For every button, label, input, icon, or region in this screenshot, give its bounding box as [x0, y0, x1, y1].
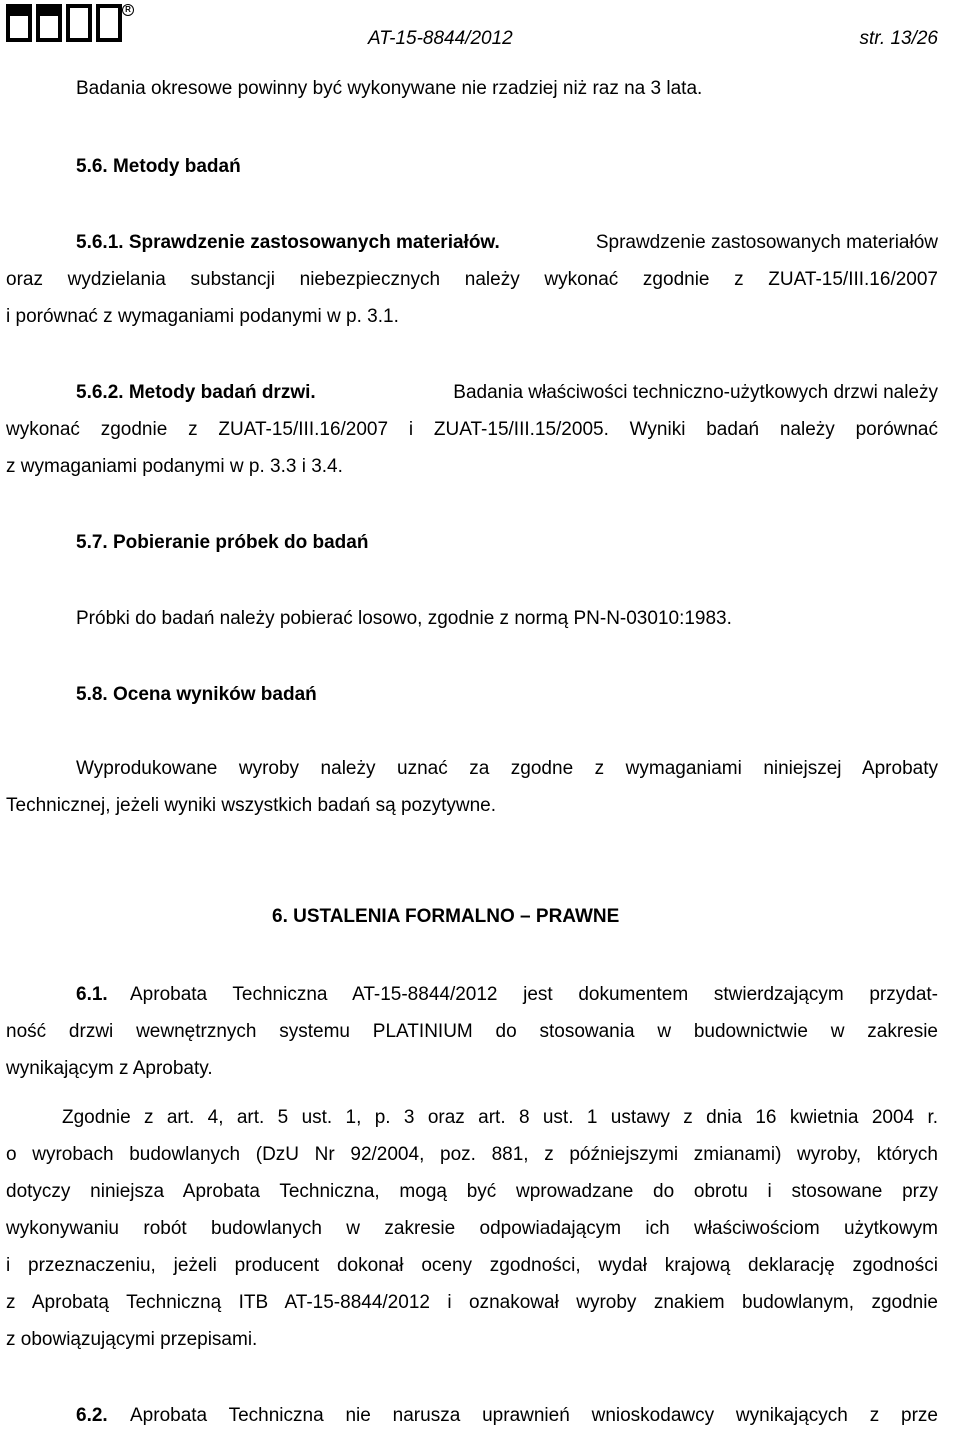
para-5-6-2-line-1: [76, 382, 938, 404]
para-law-line-7: z obowiązującymi przepisami.: [6, 1329, 258, 1350]
logo-letter-b: [66, 4, 92, 42]
para-6-2-number: 6.2.: [76, 1405, 108, 1426]
para-6-1-line-1: [76, 984, 938, 1006]
para-law-line-5: i przeznaczeniu, jeżeli producent dokonał oceny zgodności, wydał krajową deklarację zgodności: [6, 1255, 938, 1276]
section-5-6-heading: [76, 156, 938, 178]
para-law-line-2: o wyrobach budowlanych (DzU Nr 92/2004, poz. 881, z późniejszymi zmianami) wyroby, których: [6, 1144, 938, 1165]
para-law-line-4: wykonywaniu robót budowlanych w zakresie odpowiadającym ich właściwościom użytkowym: [6, 1218, 938, 1239]
para-law-line-6: z Aprobatą Techniczną ITB AT-15-8844/2012 i oznakował wyroby znakiem budowlanym, zgodnie: [6, 1292, 938, 1313]
para-5-6-2-text-1: Badania właściwości techniczno-użytkowych drzwi należy: [453, 382, 938, 403]
section-5-7-heading: 5.7. Pobieranie próbek do badań: [76, 532, 369, 553]
para-5-6-1-line-1: [76, 232, 938, 254]
section-5-8-heading: 5.8. Ocena wyników badań: [76, 684, 317, 705]
para-5-6-1-text-1: Sprawdzenie zastosowanych materiałów: [595, 232, 938, 253]
section-6-heading: 6. USTALENIA FORMALNO – PRAWNE: [272, 906, 620, 927]
header-doc-id: AT-15-8844/2012: [368, 28, 513, 49]
para-6-1-text-1: Aprobata Techniczna AT-15-8844/2012 jest dokumentem stwierdzającym przydat-: [130, 984, 938, 1005]
itb-logo: [6, 4, 131, 44]
para-5-8-line-1: Wyprodukowane wyroby należy uznać za zgodne z wymaganiami niniejszej Aprobaty: [76, 758, 938, 779]
logo-letter-i: [6, 4, 32, 42]
para-6-1-line-3: wynikającym z Aprobaty.: [6, 1058, 213, 1079]
para-6-1-line-2: ność drzwi wewnętrznych systemu PLATINIUM do stosowania w budownictwie w zakresie: [6, 1021, 938, 1042]
para-5-6-2-line-2: wykonać zgodnie z ZUAT-15/III.16/2007 i ZUAT-15/III.15/2005. Wyniki badań należy porównać: [6, 419, 938, 440]
para-law-line-1: Zgodnie z art. 4, art. 5 ust. 1, p. 3 oraz art. 8 ust. 1 ustawy z dnia 16 kwietnia 2004 r.: [62, 1107, 938, 1128]
section-5-6-title: 5.6. Metody badań: [76, 156, 241, 177]
para-5-7: Próbki do badań należy pobierać losowo, zgodnie z normą PN-N-03010:1983.: [76, 608, 732, 629]
para-5-8-line-2: Technicznej, jeżeli wyniki wszystkich badań są pozytywne.: [6, 795, 496, 816]
logo-letter-t: [36, 4, 62, 42]
para-law-line-3: dotyczy niniejsza Aprobata Techniczna, mogą być wprowadzane do obrotu i stosowane przy: [6, 1181, 938, 1202]
para-5-6-1-line-3: i porównać z wymaganiami podanymi w p. 3.1.: [6, 306, 399, 327]
para-5-6-1-line-2: oraz wydzielania substancji niebezpiecznych należy wykonać zgodnie z ZUAT-15/III.16/2007: [6, 269, 938, 290]
para-6-2-text-1: Aprobata Techniczna nie narusza uprawnień wnioskodawcy wynikających z prze: [130, 1405, 938, 1426]
para-5-6-2-lead: 5.6.2. Metody badań drzwi.: [76, 382, 316, 403]
para-6-2-line-1: [76, 1405, 938, 1427]
header-page-number: str. 13/26: [859, 28, 938, 49]
logo-letter-b2: [96, 4, 122, 42]
para-6-1-number: 6.1.: [76, 984, 108, 1005]
para-5-6-1-lead: 5.6.1. Sprawdzenie zastosowanych materiałów.: [76, 232, 500, 253]
registered-icon: R: [122, 4, 134, 16]
periodic-tests-paragraph: Badania okresowe powinny być wykonywane nie rzadziej niż raz na 3 lata.: [76, 78, 703, 99]
para-5-6-2-line-3: z wymaganiami podanymi w p. 3.3 i 3.4.: [6, 456, 343, 477]
